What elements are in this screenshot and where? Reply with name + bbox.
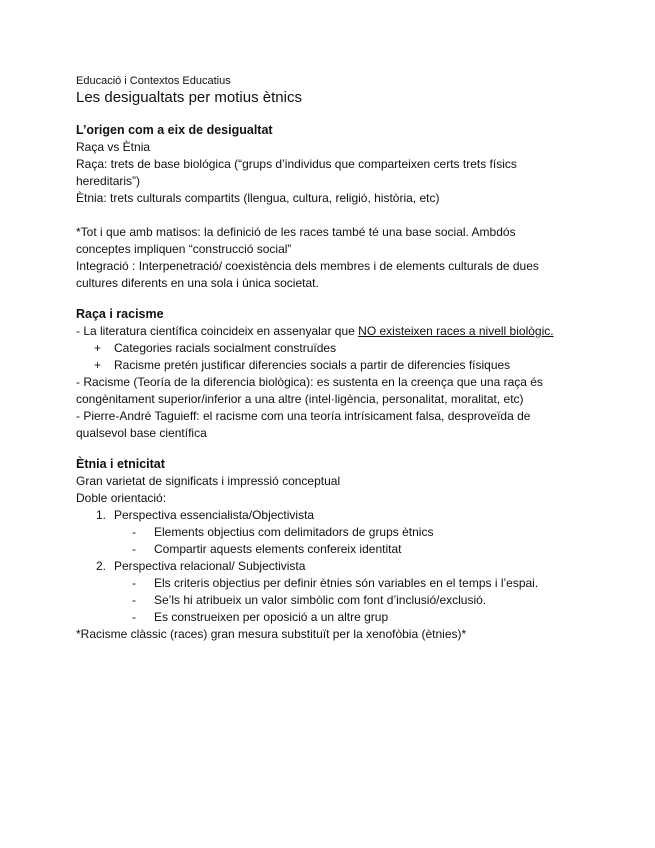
dash-bullet: - — [132, 542, 136, 556]
item-label: Perspectiva essencialista/Objectivista — [114, 508, 315, 522]
intro-paragraph — [76, 323, 554, 340]
numbered-item — [76, 558, 556, 575]
list-item — [76, 340, 556, 357]
numbered-item — [76, 507, 556, 524]
item-label: Perspectiva relacional/ Subjectivista — [114, 559, 306, 573]
intro-underlined-text: NO existeixen races a nivell biològic. — [358, 324, 554, 338]
document-title: Les desigualtats per motius ètnics — [76, 89, 302, 106]
list-item-text: Racisme pretén justificar diferencies socials a partir de diferencies físiques — [114, 358, 511, 372]
section-heading-origen: L’origen com a eix de desigualtat — [76, 123, 273, 137]
list-item-text: Categories racials socialment construïdes — [114, 341, 337, 355]
item-number: 2. — [96, 559, 107, 573]
plus-bullet: + — [94, 341, 102, 355]
sub-item-text: Se’ls hi atribueix un valor simbòlic com font d’inclusió/exclusió. — [154, 593, 487, 607]
sub-item — [76, 592, 554, 609]
sub-item-text: Es construeixen per oposició a un altre grup — [154, 610, 389, 624]
taguieff-paragraph: - Pierre-André Taguieff: el racisme com una teoría intrísicament falsa, desproveïda de qualsevol base científica — [76, 409, 531, 440]
sub-item — [76, 575, 554, 592]
dash-bullet: - — [132, 576, 136, 590]
text-line: Raça: trets de base biológica (“grups d’individus que comparteixen certs trets físics hereditaris”) — [76, 157, 517, 188]
sub-item-text: Compartir aquests elements confereix identitat — [154, 542, 402, 556]
list-item — [76, 357, 556, 374]
plus-bullet: + — [94, 358, 102, 372]
section-heading-raca: Raça i racisme — [76, 307, 164, 321]
note-paragraph: *Tot i que amb matisos: la definició de les races també té una base social. Ambdós conceptes impliquen “construcció social” — [76, 225, 516, 256]
course-name: Educació i Contextos Educatius — [76, 75, 231, 87]
text-line: Ètnia: trets culturals compartits (llengua, cultura, religió, història, etc) — [76, 191, 440, 205]
text-line: Doble orientació: — [76, 491, 167, 505]
dash-bullet: - — [132, 610, 136, 624]
section-heading-etnia: Ètnia i etnicitat — [76, 457, 165, 471]
racisme-paragraph: - Racisme (Teoría de la diferencia biològica): es sustenta en la creença que una raça és congènitament superior/inferior a una altre (intel·ligència, personalitat, moralitat, etc) — [76, 375, 543, 406]
text-line: Gran varietat de significats i impressió conceptual — [76, 474, 341, 488]
sub-item — [76, 609, 554, 626]
footer-note: *Racisme clàssic (races) gran mesura substituït per la xenofòbia (ètnies)* — [76, 627, 467, 641]
text-line: Raça vs Ètnia — [76, 140, 151, 154]
integracio-paragraph: Integració : Interpenetració/ coexistència dels membres i de elements culturals de dues cultures diferents en una sola i única societat. — [76, 259, 539, 290]
sub-item-text: Els criteris objectius per definir ètnies són variables en el temps i l’espai. — [154, 576, 539, 590]
dash-bullet: - — [132, 525, 136, 539]
sub-item-text: Elements objectius com delimitadors de grups ètnics — [154, 525, 434, 539]
dash-bullet: - — [132, 593, 136, 607]
item-number: 1. — [96, 508, 107, 522]
document-page — [76, 74, 556, 643]
intro-text: - La literatura científica coincideix en assenyalar que — [76, 324, 359, 338]
sub-item — [76, 541, 554, 558]
sub-item — [76, 524, 554, 541]
